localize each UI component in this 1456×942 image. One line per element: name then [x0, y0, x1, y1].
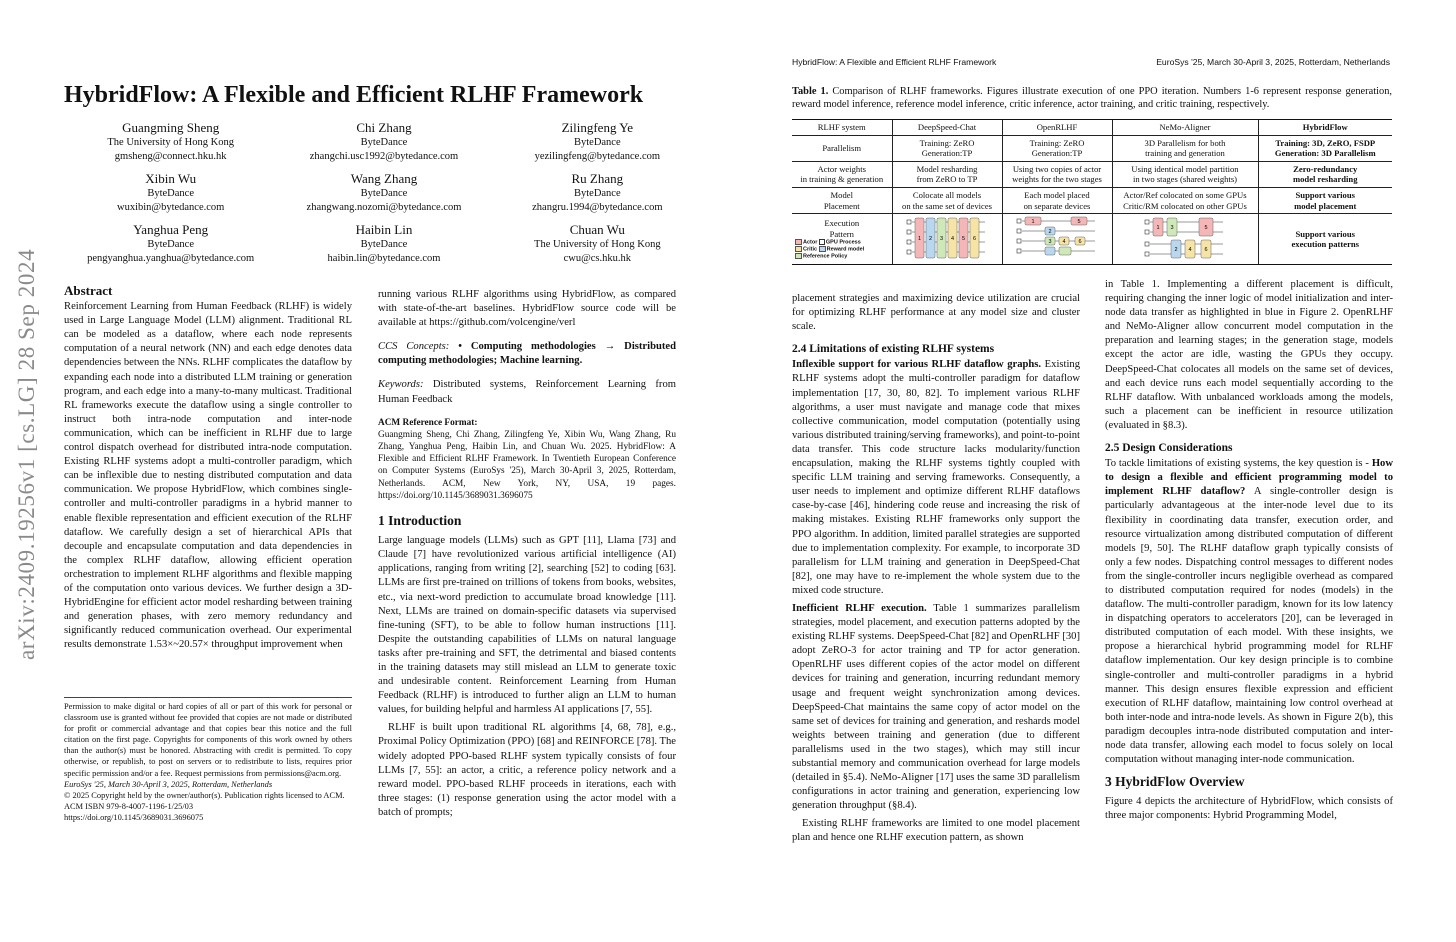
paragraph: placement strategies and maximizing device utilization are crucial for optimizing RLHF performance at any model size and cluster scale.	[792, 293, 1080, 333]
paragraph: A single-controller design is particularly advantageous at the inter-node level due to its flexibility in coordinating data transfer, execution order, and resource virtualization among distributed computation of different models [9, 50]. The RLHF dataflow graph typically consists of only a few nodes. Dispatching control messages to different nodes from the single-controller incurs negligible overhead as compared to distributed computation required for nodes (models) in the dataflow. The multi-controller paradigm, known for its low latency in dispatching operators to accelerators [20], can be leveraged in distributed computation of each model. With these insights, we propose a hierarchical hybrid programming model for RLHF dataflow implementation. Our key design principle is to combine single-controller and multi-controller paradigms in a hybrid manner. This design ensures flexible expression and efficient execution of RLHF dataflow, maintaining low control overhead at both inter-node and intra-node levels. As shown in Figure 2(b), this paradigm decouples intra-node distributed computation and inter-node data transfer, allowing each model to focus solely on local computation without managing inter-node communication.	[1105, 486, 1393, 766]
running-head-left: HybridFlow: A Flexible and Efficient RLHF Framework	[792, 57, 997, 67]
stage-number: 3	[1170, 225, 1174, 232]
inefficient-execution-heading: Inefficient RLHF execution.	[792, 602, 927, 614]
table-row	[792, 214, 1392, 265]
gpu-process-icon	[907, 250, 911, 254]
table-cell: Using two copies of actor weights for the two stages	[1002, 161, 1112, 187]
author-affiliation: ByteDance	[147, 239, 194, 250]
gpu-process-icon	[1017, 249, 1021, 253]
table-cell: Training: 3D, ZeRO, FSDP Generation: 3D Parallelism	[1258, 135, 1392, 161]
gpu-process-icon	[907, 230, 911, 234]
design-question: How to design a flexible and efficient programming model to implement RLHF dataflow?	[1105, 458, 1393, 498]
author-email[interactable]: cwu@cs.hku.hk	[563, 252, 632, 264]
table-cell	[1002, 214, 1112, 265]
section-3-heading: 3 HybridFlow Overview	[1105, 774, 1245, 790]
table-cell	[792, 214, 892, 265]
table-cell: Support various execution patterns	[1258, 214, 1392, 265]
author-affiliation: The University of Hong Kong	[107, 137, 234, 148]
abstract-heading: Abstract	[64, 283, 113, 298]
stage-number: 3	[939, 236, 944, 243]
paragraph: To tackle limitations of existing systems, the key question is -	[1105, 458, 1369, 470]
isbn-line: ACM ISBN 979-8-4007-1196-1/25/03	[64, 801, 194, 811]
table-header-cell: OpenRLHF	[1002, 120, 1112, 136]
author-name: Chi Zhang	[356, 120, 412, 135]
author-affiliation: ByteDance	[360, 239, 408, 250]
gpu-process-icon	[1145, 230, 1149, 234]
column-4	[1105, 278, 1393, 827]
permission-notice	[64, 697, 352, 823]
stage-number: 4	[1188, 247, 1192, 254]
author-name: Zilingfeng Ye	[561, 120, 634, 135]
author-email[interactable]: zhangwang.nozomi@bytedance.com	[306, 201, 462, 213]
paragraph: in Table 1. Implementing a different placement is difficult, requiring changing the inner logic of model initialization and inter-node data transfer as highlighted in blue in Figure 2. OpenRLHF and NeMo-Aligner allow concurrent model computation in the preparation and learning stages; in the generation stage, models except the actor are idle, wasting the GPUs they occupy. DeepSpeed-Chat colocates all models on the same set of devices, and each device runs each model sequentially according to the RLHF dataflow. With unbalanced workloads among the models, such a placement can be inefficient in resource utilization (evaluated in §8.3).	[1105, 279, 1393, 431]
table-cell: Using identical model partition in two stages (shared weights)	[1112, 161, 1258, 187]
stage-number: 4	[950, 236, 955, 243]
comparison-table	[792, 119, 1392, 265]
pattern-legend	[795, 239, 889, 260]
author-name: Guangming Sheng	[122, 120, 220, 135]
stage-number: 5	[1204, 225, 1208, 232]
legend-item: Actor	[803, 239, 818, 246]
acm-reference	[378, 417, 676, 502]
ccs-label: CCS Concepts:	[378, 341, 450, 353]
stage-number: 5	[1077, 219, 1081, 226]
author-email[interactable]: haibin.lin@bytedance.com	[327, 252, 441, 264]
table-cell: Zero-redundancy model resharding	[1258, 161, 1392, 187]
legend-swatch-gpu	[819, 239, 825, 245]
table-caption-label: Table 1.	[792, 86, 829, 97]
legend-swatch-critic	[795, 246, 802, 252]
table-cell: Model resharding from ZeRO to TP	[892, 161, 1002, 187]
author-affiliation: ByteDance	[147, 188, 194, 199]
table-cell: Each model placed on separate devices	[1002, 187, 1112, 213]
table-header-cell: HybridFlow	[1258, 120, 1392, 136]
legend-swatch-reward	[819, 246, 826, 252]
execution-pattern-label: Execution Pattern	[824, 218, 860, 239]
openrlhf-pattern-figure	[1015, 216, 1099, 262]
table-caption-text: Comparison of RLHF frameworks. Figures illustrate execution of one PPO iteration. Numbers 1-6 represent response generation, reward model inference, reference model inference, critic inference, actor training, and critic training, respectively.	[792, 86, 1392, 110]
arxiv-stamp[interactable]: arXiv:2409.19256v1 [cs.LG] 28 Sep 2024	[14, 248, 39, 660]
legend-item: GPU Process	[825, 239, 861, 246]
table-cell: 3D Parallelism for both training and generation	[1112, 135, 1258, 161]
gpu-process-icon	[1017, 219, 1021, 223]
permission-text: Permission to make digital or hard copies of all or part of this work for personal or classroom use is granted without fee provided that copies are not made or distributed for profit or commercial advantage and that copies bear this notice and the full citation on the first page. Copyrights for components of this work owned by others than the author(s) must be honored. Abstracting with credit is permitted. To copy otherwise, or republish, to post on servers or to redistribute to lists, requires prior specific permission and/or a fee. Request permissions from permissions@acm.org.	[64, 702, 352, 778]
table-cell: Support various model placement	[1258, 187, 1392, 213]
author-name: Yanghua Peng	[133, 222, 209, 237]
legend-swatch-actor	[795, 239, 802, 245]
table-cell	[1112, 214, 1258, 265]
keywords-label: Keywords:	[378, 379, 424, 391]
stage-block	[1059, 247, 1071, 255]
author-email[interactable]: zhangru.1994@bytedance.com	[532, 201, 663, 213]
abstract-continuation: running various RLHF algorithms using HybridFlow, as compared with state-of-the-art baselines. HybridFlow source code will be available at https://github.com/volcengine/verl	[378, 289, 676, 329]
author-affiliation: ByteDance	[573, 137, 621, 148]
column-2	[378, 288, 676, 824]
table-cell: Actor/Ref colocated on some GPUs Critic/RM colocated on other GPUs	[1112, 187, 1258, 213]
table-row	[792, 161, 1392, 187]
acm-reference-label: ACM Reference Format:	[378, 417, 478, 428]
gpu-process-icon	[1145, 220, 1149, 224]
gpu-process-icon	[1145, 252, 1149, 256]
author	[64, 171, 277, 214]
abstract-text: Reinforcement Learning from Human Feedback (RLHF) is widely used in Large Language Model (LLM) alignment. Traditional RL can be modeled as a dataflow, where each node represents computation of a neural network (NN) and each edge denotes data dependencies between the NNs. RLHF complicates the dataflow by expanding each node into a distributed LLM training or generation program, and each edge into a many-to-many multicast. Traditional RL frameworks execute the dataflow using a single controller to instruct both intra-node computation and inter-node communication, which can be inefficient in RLHF due to large control dispatch overhead for distributed intra-node computation. Existing RLHF systems adopt a multi-controller paradigm, which can be inflexible due to nesting distributed computation and data communication. We propose HybridFlow, which combines single-controller and multi-controller paradigms in a hybrid manner to enable flexible representation and efficient execution of the RLHF dataflow. We carefully design a set of hierarchical APIs that decouple and encapsulate computation and data dependencies in the complex RLHF dataflow, allowing efficient operation orchestration to implement RLHF algorithms and flexible mapping of the computation onto various devices. We further design a 3D-HybridEngine for efficient actor model resharding between training and generation phases, with zero memory redundancy and significantly reduced communication overhead. Our experimental results demonstrate 1.53×~20.57× throughput improvement when	[64, 301, 352, 651]
author	[491, 222, 704, 265]
author-name: Wang Zhang	[350, 171, 418, 186]
stage-number: 6	[1204, 247, 1208, 254]
author-name: Ru Zhang	[571, 171, 624, 186]
table-cell: Training: ZeRO Generation:TP	[892, 135, 1002, 161]
table-cell: Colocate all models on the same set of devices	[892, 187, 1002, 213]
author-affiliation: ByteDance	[360, 188, 408, 199]
author-name: Haibin Lin	[355, 222, 413, 237]
stage-number: 1	[1031, 219, 1035, 226]
legend-item: Critic	[803, 246, 818, 253]
author	[491, 171, 704, 214]
legend-item: Reference Policy	[803, 253, 848, 260]
author-name: Chuan Wu	[569, 222, 625, 237]
paragraph: Existing RLHF frameworks are limited to one model placement plan and hence one RLHF execution pattern, as shown	[792, 818, 1080, 844]
stage-number: 3	[1048, 239, 1052, 246]
intro-paragraph-2: RLHF is built upon traditional RL algorithms [4, 68, 78], e.g., Proximal Policy Optimization (PPO) [68] and REINFORCE [78]. The widely adopted PPO-based RLHF system typically consists of four LLMs [7, 55]: an actor, a critic, a reference policy network and a reward model. PPO-based RLHF proceeds in iterations, each with three stages: (1) response generation using the actor model with a batch of prompts;	[378, 722, 676, 818]
running-head-right: EuroSys '25, March 30-April 3, 2025, Rotterdam, Netherlands	[1156, 57, 1390, 67]
deepspeed-chat-pattern-figure	[905, 216, 989, 262]
author-email[interactable]: zhangchi.usc1992@bytedance.com	[309, 150, 459, 162]
table-row	[792, 135, 1392, 161]
column-3	[792, 292, 1080, 850]
author-email[interactable]: yezilingfeng@bytedance.com	[534, 150, 661, 162]
author-affiliation: ByteDance	[360, 137, 408, 148]
gpu-process-icon	[1017, 239, 1021, 243]
author-email[interactable]: gmsheng@connect.hku.hk	[114, 150, 227, 162]
paper-title: HybridFlow: A Flexible and Efficient RLHF Framework	[64, 82, 644, 108]
stage-number: 4	[1062, 239, 1066, 246]
gpu-process-icon	[1017, 229, 1021, 233]
gpu-process-icon	[907, 220, 911, 224]
author-affiliation: ByteDance	[573, 188, 621, 199]
paragraph: Table 1 summarizes parallelism strategies, model placement, and execution patterns adopted by the existing RLHF systems. DeepSpeed-Chat [82] and OpenRLHF [30] adopt ZeRO-3 for actor training and TP for actor generation. OpenRLHF uses different copies of the actor model on different devices for training and generation, incurring redundant memory usage and frequent weight synchronization among devices. DeepSpeed-Chat maintains the same copy of actor model on the same set of devices for training and generation, and reshards model weights between training and generation (due to different parallelisms used in the two stages), which may still incur substantial memory and communication overhead for large models (detailed in §5.4). NeMo-Aligner [17] uses the same 3D parallelism configurations in actor training and generation, experiencing low generation throughput (§8.4).	[792, 602, 1080, 812]
nemo-aligner-pattern-figure	[1143, 216, 1227, 262]
paragraph: Figure 4 depicts the architecture of HybridFlow, which consists of three major components: Hybrid Programming Model,	[1105, 796, 1393, 822]
stage-number: 2	[1048, 229, 1052, 236]
author	[64, 222, 277, 265]
author	[64, 120, 277, 163]
author-email[interactable]: wuxibin@bytedance.com	[116, 201, 225, 213]
stage-number: 2	[1174, 247, 1178, 254]
table-header-cell: DeepSpeed-Chat	[892, 120, 1002, 136]
author	[491, 120, 704, 163]
stage-number: 6	[972, 236, 977, 243]
author-block	[64, 120, 704, 265]
venue-line: EuroSys '25, March 30-April 3, 2025, Rotterdam, Netherlands	[64, 779, 273, 789]
stage-number: 6	[1078, 239, 1082, 246]
author	[277, 222, 490, 265]
copyright-line: © 2025 Copyright held by the owner/author(s). Publication rights licensed to ACM.	[64, 790, 345, 800]
author	[277, 120, 490, 163]
intro-heading: 1 Introduction	[378, 513, 462, 529]
intro-paragraph-1: Large language models (LLMs) such as GPT [11], Llama [73] and Claude [7] have revolutionized various artificial intelligence (AI) applications, ranging from writing [2], searching [52] to coding [63]. LLMs are first pre-trained on trillions of tokens from books, websites, etc., via next-word prediction to accumulate broad knowledge [11]. Next, LLMs are trained on domain-specific datasets via supervised fine-tuning (SFT), to be able to follow human instructions [11]. Despite the outstanding capabilities of LLMs on natural language tasks after pre-training and SFT, the detrimental and biased contents in the training datasets may still mislead an LLM to generate toxic and undesirable content. Reinforcement Learning from Human Feedback (RLHF) is introduced to further align an LLM to human values, for building helpful and harmless AI applications [7, 55].	[378, 535, 676, 716]
column-1	[64, 284, 352, 656]
author-name: Xibin Wu	[145, 171, 197, 186]
keywords-text: Distributed systems, Reinforcement Learning from Human Feedback	[378, 379, 676, 405]
stage-number: 2	[928, 236, 933, 243]
section-2-5-heading: 2.5 Design Considerations	[1105, 442, 1233, 455]
legend-swatch-reference	[795, 253, 802, 259]
paragraph: Existing RLHF systems adopt the multi-controller paradigm for dataflow implementation [17, 30, 80, 82]. To implement various RLHF algorithms, a user must navigate and manage code that mixes collective communication, model computation (potentially using various distributed training/serving frameworks), and point-to-point data transfer. This code structure lacks modularity/function encapsulation, making the RLHF systems tightly coupled with specific LLM training and serving frameworks. Consequently, a user needs to implement and optimize different RLHF dataflows case-by-case [46], hindering code reuse and increasing the risk of making mistakes. Existing RLHF frameworks only support the PPO algorithm. In addition, limited parallel strategies are supported due to implementation complexity. For example, to incorporate 3D parallelism for LLM training and generation in DeepSpeed-Chat [82], one may have to re-implement the whole system due to the mixed code structure.	[792, 359, 1080, 596]
table-cell: Actor weights in training & generation	[792, 161, 892, 187]
doi-link[interactable]: https://doi.org/10.1145/3689031.3696075	[64, 812, 204, 822]
table-header-cell: NeMo-Aligner	[1112, 120, 1258, 136]
stage-number: 1	[1156, 225, 1160, 232]
author	[277, 171, 490, 214]
table-header-cell: RLHF system	[792, 120, 892, 136]
table-header-row	[792, 120, 1392, 136]
acm-reference-text: Guangming Sheng, Chi Zhang, Zilingfeng Ye, Xibin Wu, Wang Zhang, Ru Zhang, Yanghua Peng, Haibin Lin, and Chuan Wu. 2025. HybridFlow: A Flexible and Efficient RLHF Framework. In Twentieth European Conference on Computer Systems (EuroSys '25), March 30-April 3, 2025, Rotterdam, Netherlands. ACM, New York, NY, USA, 19 pages. https://doi.org/10.1145/3689031.3696075	[378, 429, 676, 501]
table-cell: Parallelism	[792, 135, 892, 161]
author-email[interactable]: pengyanghua.yanghua@bytedance.com	[87, 252, 255, 264]
stage-number: 5	[961, 236, 966, 243]
table-row	[792, 187, 1392, 213]
stage-number: 1	[917, 236, 922, 243]
stage-block	[1045, 247, 1055, 255]
table-caption	[792, 85, 1392, 111]
section-2-4-heading: 2.4 Limitations of existing RLHF systems	[792, 343, 995, 356]
ccs-text: • Computing methodologies → Distributed computing methodologies; Machine learning.	[378, 341, 676, 367]
table-cell: Training: ZeRO Generation:TP	[1002, 135, 1112, 161]
table-cell	[892, 214, 1002, 265]
gpu-process-icon	[907, 240, 911, 244]
table-cell: Model Placement	[792, 187, 892, 213]
gpu-process-icon	[1145, 242, 1149, 246]
inflexible-support-heading: Inflexible support for various RLHF dataflow graphs.	[792, 359, 1042, 371]
author-affiliation: The University of Hong Kong	[534, 239, 661, 250]
legend-item: Reward model	[826, 246, 865, 253]
